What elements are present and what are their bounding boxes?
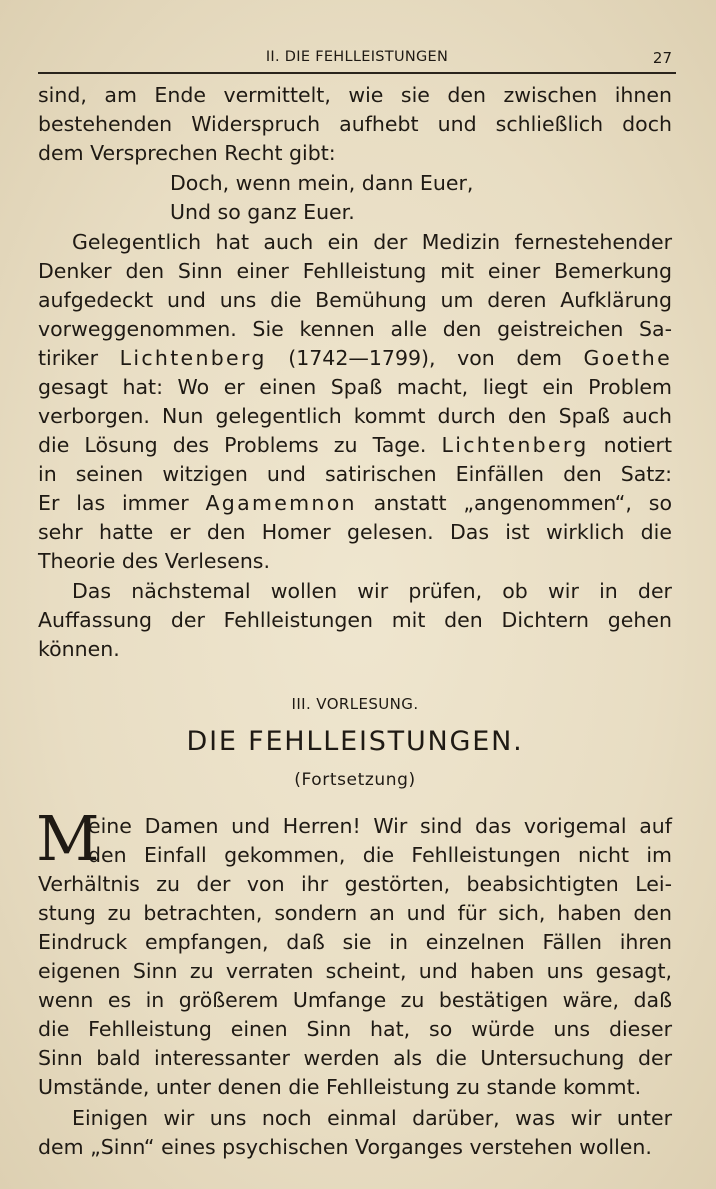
text-line: vorweggenommen. Sie kennen alle den geistreichen Sa- <box>38 317 672 341</box>
spaced-name: Lichtenberg <box>441 433 589 457</box>
text-line: Gelegentlich hat auch ein der Medizin fernestehender <box>72 230 672 254</box>
text-line: Einigen wir uns noch einmal darüber, was wir unter <box>72 1106 672 1130</box>
text-line: Auffassung der Fehlleistungen mit den Dichtern gehen <box>38 608 672 632</box>
spaced-name: Agamemnon <box>205 491 357 515</box>
verse-line: Doch, wenn mein, dann Euer, <box>170 171 474 195</box>
text-line <box>38 489 672 518</box>
text-line: Verhältnis zu der von ihr gestörten, beabsichtigten Lei- <box>38 872 672 896</box>
spaced-name: Goethe <box>583 346 672 370</box>
text-line: dem „Sinn“ eines psychischen Vorganges verstehen wollen. <box>38 1135 652 1159</box>
chapter-title: DIE FEHLLEISTUNGEN. <box>186 726 524 757</box>
text-line: stung zu betrachten, sondern an und für sich, haben den <box>38 901 672 925</box>
text-line: verborgen. Nun gelegentlich kommt durch den Spaß auch <box>38 404 672 428</box>
text-line: dem Versprechen Recht gibt: <box>38 141 336 165</box>
text-run: Er las immer <box>38 491 206 515</box>
text-line: die Fehlleistung einen Sinn hat, so würde uns dieser <box>38 1017 672 1041</box>
text-line: eine Damen und Herren! Wir sind das vorigemal auf <box>88 814 672 838</box>
running-title: II. DIE FEHLLEISTUNGEN <box>265 49 449 65</box>
text-line: gesagt hat: Wo er einen Spaß macht, liegt ein Problem <box>38 375 672 399</box>
text-line: Theorie des Verlesens. <box>38 549 271 573</box>
verse-line: Und so ganz Euer. <box>170 200 355 224</box>
text-line: sehr hatte er den Homer gelesen. Das ist wirklich die <box>38 520 672 544</box>
text-line: Sinn bald interessanter werden als die Untersuchung der <box>38 1046 672 1070</box>
text-run: die Lösung des Problems zu Tage. <box>38 433 442 457</box>
text-line: können. <box>38 637 120 661</box>
drop-cap: M <box>36 802 100 875</box>
lecture-heading: III. VORLESUNG. <box>291 695 419 713</box>
running-header <box>38 46 676 74</box>
text-line: in seinen witzigen und satirischen Einfällen den Satz: <box>38 462 672 486</box>
text-line <box>38 344 672 373</box>
page-number: 27 <box>652 49 672 67</box>
text-line: wenn es in größerem Umfange zu bestätigen wäre, daß <box>38 988 672 1012</box>
text-line: Eindruck empfangen, daß sie in einzelnen Fällen ihren <box>38 930 672 954</box>
text-line: eigenen Sinn zu verraten scheint, und haben uns gesagt, <box>38 959 672 983</box>
text-run: (1742—1799), von dem <box>266 346 584 370</box>
text-line: aufgedeckt und uns die Bemühung um deren Aufklärung <box>38 288 672 312</box>
text-line: sind, am Ende vermittelt, wie sie den zwischen ihnen <box>38 83 672 107</box>
text-line: Denker den Sinn einer Fehlleistung mit einer Bemerkung <box>38 259 672 283</box>
text-run: tiriker <box>38 346 120 370</box>
text-run: notiert <box>588 433 672 457</box>
text-line: den Einfall gekommen, die Fehlleistungen nicht im <box>88 843 672 867</box>
text-line <box>38 431 672 460</box>
text-run: anstatt „angenommen“, so <box>356 491 672 515</box>
spaced-name: Lichtenberg <box>119 346 267 370</box>
text-line: Das nächstemal wollen wir prüfen, ob wir in der <box>72 579 672 603</box>
chapter-subtitle: (Fortsetzung) <box>294 770 416 790</box>
text-line: bestehenden Widerspruch aufhebt und schließlich doch <box>38 112 672 136</box>
text-line: Umstände, unter denen die Fehlleistung zu stande kommt. <box>38 1075 642 1099</box>
